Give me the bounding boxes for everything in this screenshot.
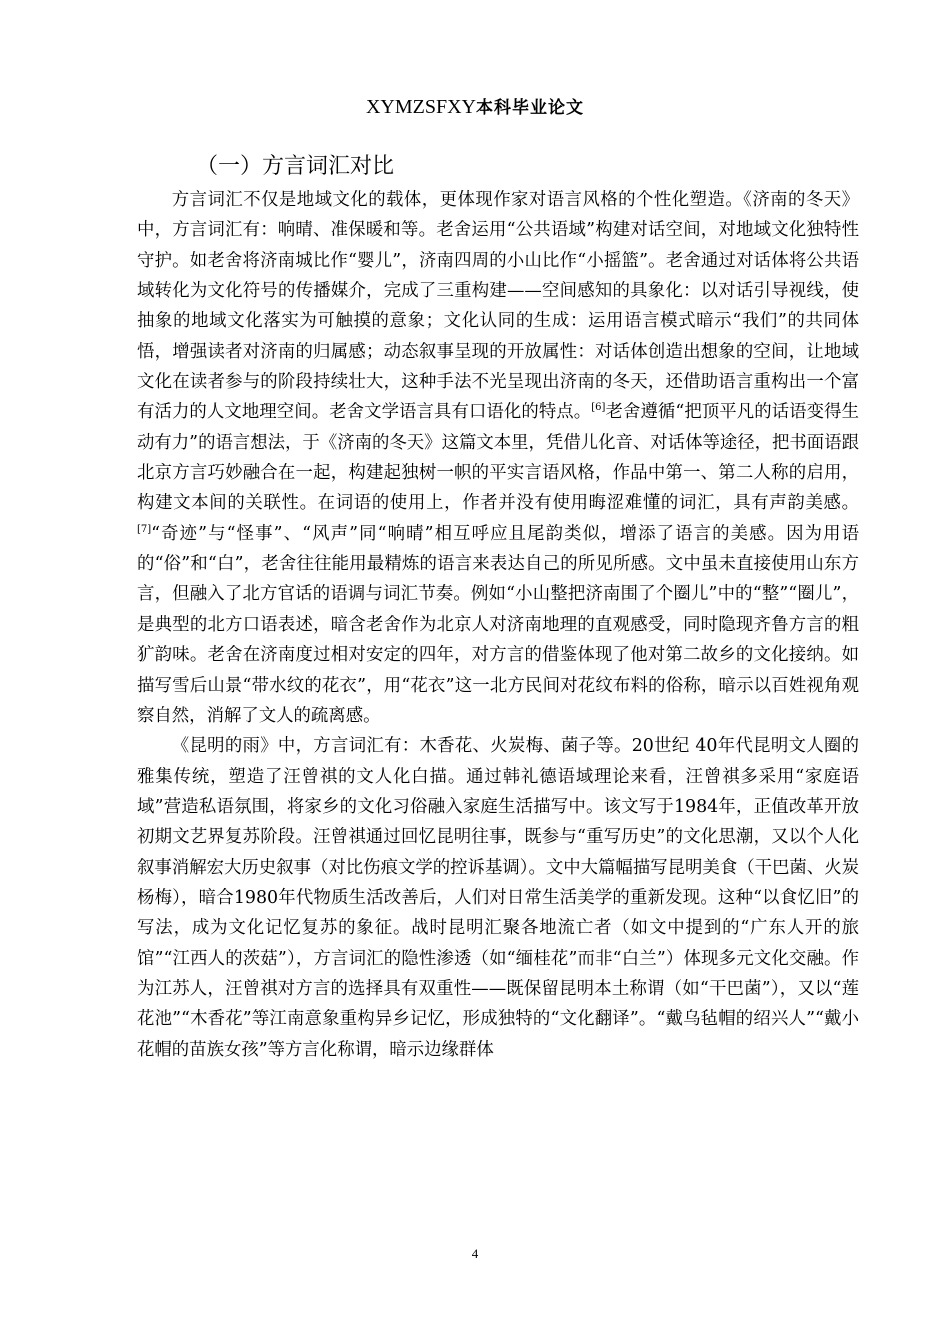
page-number: 4 bbox=[471, 1246, 479, 1261]
section-heading: （一）方言词汇对比 bbox=[196, 154, 395, 179]
body-text bbox=[137, 185, 859, 1065]
paragraph-1-text-part-1: 方言词汇不仅是地域文化的载体，更体现作家对语言风格的个性化塑造。《济南的冬天》中，方言词汇有：响晴、准保暖和等。老舍运用“公共语域”构建对话空间，对地域文化独特性守护。如老舍将济南城比作“婴儿”，济南四周的小山比作“小摇篮”。老舍通过对话体将公共语域转化为文化符号的传播媒介，完成了三重构建——空间感知的具象化：以对话引导视线，使抽象的地域文化落实为可触摸的意象；文化认同的生成：运用语言模式暗示“我们”的共同体悟，增强读者对济南的归属感；动态叙事呈现的开放属性：对话体创造出想象的空间，让地域文化在读者参与的阶段持续壮大，这种手法不光呈现出济南的冬天，还借助语言重构出一个富有活力的人文地理空间。老舍文学语言具有口语化的特点。 bbox=[137, 190, 859, 423]
paragraph-1 bbox=[137, 185, 859, 731]
paragraph-1-text-part-3: “奇迹”与“怪事”、“风声”同“响晴”相互呼应且尾韵类似，增添了语言的美感。因为用语的“俗”和“白”，老舍往往能用最精炼的语言来表达自己的所见所感。文中虽未直接使用山东方言，但融入了北方官话的语调与词汇节奏。例如“小山整把济南围了个圈儿”中的“整”“圈儿”，是典型的北方口语表述，暗含老舍作为北京人对济南地理的直观感受，同时隐现齐鲁方言的粗犷韵味。老舍在济南度过相对安定的四年，对方言的借鉴体现了他对第二故乡的文化接纳。如描写雪后山景“带水纹的花衣”，用“花衣”这一北方民间对花纹布料的俗称，暗示以百姓视角观察自然，消解了文人的疏离感。 bbox=[137, 523, 859, 726]
header-latin-text: XYMZSFXY bbox=[365, 96, 477, 118]
header-thesis-title: 本科毕业论文 bbox=[476, 98, 585, 118]
paragraph-1-text-part-2: 老舍遵循“把顶平凡的话语变得生动有力”的语言想法，于《济南的冬天》这篇文本里，凭借儿化音、对话体等途径，把书面语跟北京方言巧妙融合在一起，构建起独树一帜的平实言语风格，作品中第一、第二人称的启用，构建文本间的关联性。在词语的使用上，作者并没有使用晦涩难懂的词汇，具有声韵美感。 bbox=[137, 402, 859, 514]
citation-ref: [7] bbox=[137, 523, 152, 535]
citation-ref: [6] bbox=[591, 402, 606, 414]
page-header bbox=[0, 96, 950, 119]
paragraph-2: 《昆明的雨》中，方言词汇有：木香花、火炭梅、菌子等。20世纪 40年代昆明文人圈的雅集传统，塑造了汪曾祺的文人化白描。通过韩礼德语域理论来看，汪曾祺多采用“家庭语域”营造私语氛围，将家乡的文化习俗融入家庭生活描写中。该文写于1984年，正值改革开放初期文艺界复苏阶段。汪曾祺通过回忆昆明往事，既参与“重写历史”的文化思潮，又以个人化叙事消解宏大历史叙事（对比伤痕文学的控诉基调）。文中大篇幅描写昆明美食（干巴菌、火炭杨梅），暗合1980年代物质生活改善后，人们对日常生活美学的重新发现。这种“以食忆旧”的写法，成为文化记忆复苏的象征。战时昆明汇聚各地流亡者（如文中提到的“广东人开的旅馆”“江西人的茨菇”），方言词汇的隐性渗透（如“缅桂花”而非“白兰”）体现多元文化交融。作为江苏人，汪曾祺对方言的选择具有双重性——既保留昆明本土称谓（如“干巴菌”），又以“莲花池”“木香花”等江南意象重构异乡记忆，形成独特的“文化翻译”。“戴乌毡帽的绍兴人”“戴小花帽的苗族女孩”等方言化称谓，暗示边缘群体 bbox=[137, 736, 859, 1060]
